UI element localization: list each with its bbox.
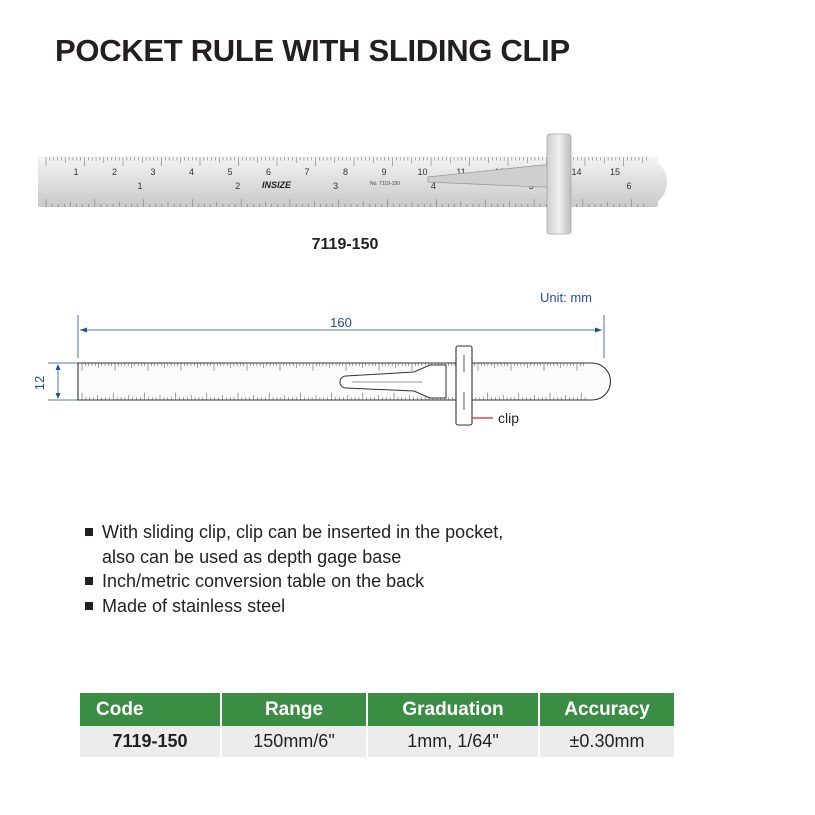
scale-number: 7	[304, 167, 310, 177]
scale-number: 1	[73, 167, 79, 177]
header-graduation: Graduation	[367, 693, 539, 726]
feature-text: Inch/metric conversion table on the back	[102, 571, 425, 591]
spec-table	[80, 693, 674, 757]
feature-item	[85, 569, 503, 594]
scale-number: 6	[265, 167, 272, 177]
scale-number: 5	[227, 167, 233, 177]
cell-accuracy: ±0.30mm	[539, 726, 674, 757]
scale-number: 14	[571, 167, 582, 177]
bullet-icon	[85, 577, 93, 585]
cell-code: 7119-150	[80, 726, 221, 757]
dimension-drawing	[30, 310, 630, 440]
page-title: POCKET RULE WITH SLIDING CLIP	[55, 33, 570, 68]
scale-number: 4	[188, 167, 195, 177]
feature-text-continued: also can be used as depth gage base	[102, 546, 402, 567]
sliding-clip	[547, 134, 571, 234]
length-label: 160	[330, 315, 352, 330]
scale-number: 11	[456, 167, 466, 177]
header-accuracy: Accuracy	[539, 693, 674, 726]
table-row	[80, 726, 674, 757]
spec-header-row	[80, 693, 674, 726]
scale-number: 10	[417, 167, 428, 177]
scale-number: 3	[333, 181, 339, 191]
scale-number: 8	[342, 167, 349, 177]
scale-number: 1	[137, 181, 143, 191]
scale-number: 2	[111, 167, 118, 177]
feature-list	[85, 520, 503, 618]
header-range: Range	[221, 693, 367, 726]
scale-number: 9	[381, 167, 387, 177]
scale-number: 2	[235, 181, 241, 191]
bullet-icon	[85, 528, 93, 536]
cell-range: 150mm/6"	[221, 726, 367, 757]
scale-number: 3	[150, 167, 156, 177]
feature-item	[85, 520, 503, 569]
scale-number: 4	[430, 181, 436, 191]
bullet-icon	[85, 602, 93, 610]
header-code: Code	[80, 693, 221, 726]
feature-text: With sliding clip, clip can be inserted in the pocket,	[102, 522, 504, 542]
scale-number: 6	[626, 181, 632, 191]
cell-graduation: 1mm, 1/64"	[367, 726, 539, 757]
feature-item	[85, 594, 503, 619]
width-label: 12	[32, 375, 47, 391]
engraving-text: No. 7119-150	[370, 181, 400, 187]
unit-label: Unit: mm	[540, 290, 592, 305]
clip-label: clip	[498, 410, 520, 426]
feature-text: Made of stainless steel	[102, 595, 286, 616]
brand-logo: INSIZE	[262, 180, 292, 190]
model-label: 7119-150	[311, 236, 379, 253]
scale-number: 15	[609, 167, 621, 177]
